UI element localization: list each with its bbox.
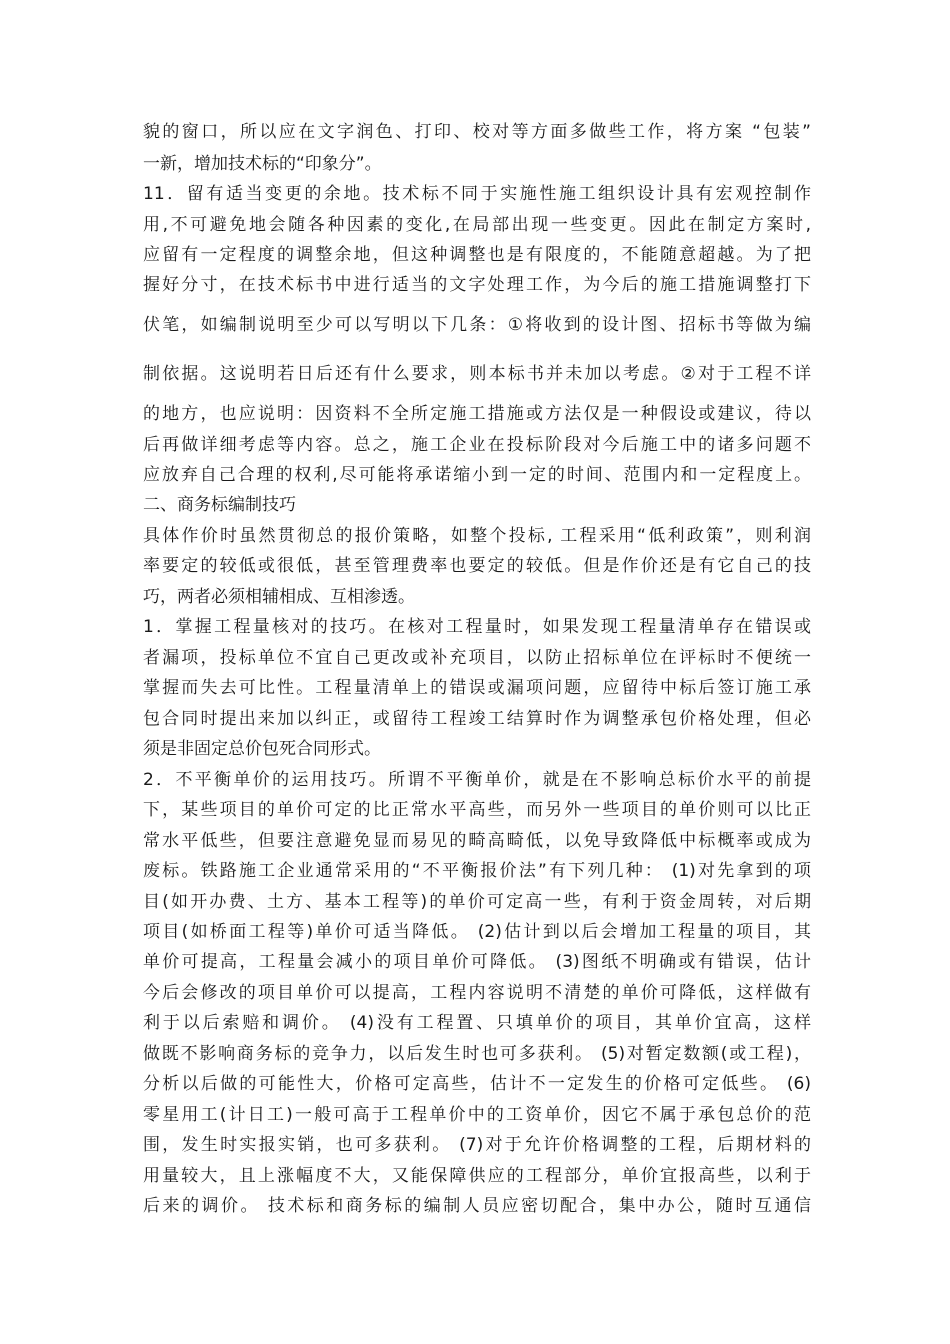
text-line: 做既不影响商务标的竞争力，以后发生时也可多获利。 (5)对暂定数额(或工程)， [143,1044,811,1064]
text-line: 今后会修改的项目单价可以提高，工程内容说明不清楚的单价可降低，这样做有 [143,983,811,1003]
text-line: 率要定的较低或很低，甚至管理费率也要定的较低。但是作价还是有它自己的技 [143,556,811,576]
text-line: 单价可提高，工程量会减小的项目单价可降低。 (3)图纸不明确或有错误，估计 [143,952,811,972]
text-line: 应留有一定程度的调整余地，但这种调整也是有限度的，不能随意超越。为了把 [143,245,811,265]
text-line: 目(如开办费、土方、基本工程等)的单价可定高一些，有利于资金周转，对后期 [143,892,811,912]
text-line: 应放弃自己合理的权利,尽可能将承诺缩小到一定的时间、范围内和一定程度上。 [143,465,811,485]
text-line: 的地方，也应说明：因资料不全所定施工措施或方法仅是一种假设或建议，待以 [143,404,811,424]
text-line: 后来的调价。 技术标和商务标的编制人员应密切配合，集中办公，随时互通信 [143,1196,811,1216]
text-line: 利于以后索赔和调价。 (4)没有工程置、只填单价的项目，其单价宜高，这样 [143,1013,811,1033]
text-line: 11．留有适当变更的余地。技术标不同于实施性施工组织设计具有宏观控制作 [143,184,811,204]
text-line: 下，某些项目的单价可定的比正常水平高些，而另外一些项目的单价则可以比正 [143,800,811,820]
text-line: 用,不可避免地会随各种因素的变化,在局部出现一些变更。因此在制定方案时, [143,215,811,235]
section-heading: 二、商务标编制技巧 [143,495,296,515]
text-line: 伏笔，如编制说明至少可以写明以下几条：①将收到的设计图、招标书等做为编 [143,315,811,335]
text-line: 零星用工(计日工)一般可高于工程单价中的工资单价，因它不属于承包总价的范 [143,1105,811,1125]
text-line: 者漏项，投标单位不宜自己更改或补充项目，以防止招标单位在评标时不便统一 [143,648,811,668]
text-line: 具体作价时虽然贯彻总的报价策略，如整个投标, 工程采用“低利政策”，则利润 [143,526,811,546]
text-line: 后再做详细考虑等内容。总之，施工企业在投标阶段对今后施工中的诸多问题不 [143,435,811,455]
text-line: 分析以后做的可能性大，价格可定高些，估计不一定发生的价格可定低些。 (6) [143,1074,811,1094]
text-line: 须是非固定总价包死合同形式。 [143,739,381,759]
text-line: 巧，两者必须相辅相成、互相渗透。 [143,587,415,607]
text-line: 制依据。这说明若日后还有什么要求，则本标书并未加以考虑。②对于工程不详 [143,364,811,384]
text-line: 貌的窗口，所以应在文字润色、打印、校对等方面多做些工作，将方案 “包装” [143,122,811,142]
text-line: 包合同时提出来加以纠正，或留待工程竣工结算时作为调整承包价格处理，但必 [143,709,811,729]
text-line: 围，发生时实报实销，也可多获利。 (7)对于允许价格调整的工程，后期材料的 [143,1135,811,1155]
text-line: 废标。铁路施工企业通常采用的“不平衡报价法”有下列几种： (1)对先拿到的项 [143,861,811,881]
text-line: 握好分寸，在技术标书中进行适当的文字处理工作，为今后的施工措施调整打下 [143,275,811,295]
text-line: 2．不平衡单价的运用技巧。所谓不平衡单价，就是在不影响总标价水平的前提 [143,770,811,790]
text-line: 项目(如桥面工程等)单价可适当降低。 (2)估计到以后会增加工程量的项目，其 [143,922,811,942]
text-line: 用量较大，且上涨幅度不大，又能保障供应的工程部分，单价宜报高些，以利于 [143,1166,811,1186]
text-line: 1．掌握工程量核对的技巧。在核对工程量时，如果发现工程量清单存在错误或 [143,617,811,637]
text-line: 一新，增加技术标的“印象分”。 [143,154,382,174]
text-line: 常水平低些，但要注意避免显而易见的畸高畸低，以免导致降低中标概率或成为 [143,831,811,851]
text-line: 掌握而失去可比性。工程量清单上的错误或漏项问题，应留待中标后签订施工承 [143,678,811,698]
